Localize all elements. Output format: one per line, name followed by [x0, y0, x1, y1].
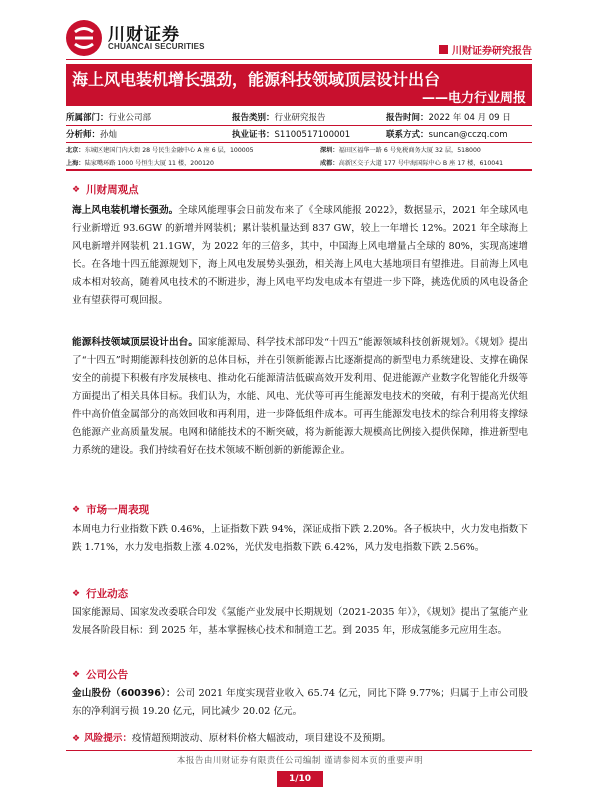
analyst-label: 分析师： — [66, 130, 101, 140]
diamond-bullet-icon: ❖ — [72, 504, 81, 515]
paragraph-offshore-wind: 海上风电装机增长强劲。全球风能理事会日前发布来了《全球风能报 2022》，数据显示，2021 年全球风电行业新增近 93.6GW 的新增并网装机；累计装机量达到 837 GW，较上一年增长 12%。2021 年全球海上风电新增并网装机 21.1GW，为 2022 年的三倍多，其中，中国海上风电增量占全球的 80%，实现高速增长。在各地十四五能源规划下，海上风电发展势头强劲，相关海上风电大基地项目有望推进。目前海上风电成本相对较高，随着风电技术的不断进步，海上风电平均发电成本有望进一步下降，挑选优质的风电设备企业有望获得可观回报。 — [72, 205, 528, 306]
address-shanghai: 上海：陆家嘴环路 1000 号恒生大厦 11 楼，200120 — [66, 160, 214, 167]
paragraph-industry: 国家能源局、国家发改委联合印发《氢能产业发展中长期规划（2021-2035 年）》，《规划》提出了氢能产业发展各阶段目标：到 2025 年，基本掌握核心技术和制造工艺。到 2035 年，形成氢能多元应用生态。 — [72, 607, 528, 636]
footer-disclaimer: 本报告由川财证券有限责任公司编制 谨请参阅本页的重要声明 — [176, 756, 424, 766]
address-beijing: 北京：东城区建国门内大街 28 号民生金融中心 A 座 6 层，100005 — [66, 147, 254, 154]
risk-body: 疫情超预期波动、原材料价格大幅波动，项目建设不及预期。 — [132, 733, 392, 744]
address-chengdu: 成都：高新区交子大道 177 号中海国际中心 B 座 17 楼，610041 — [320, 160, 504, 167]
diamond-bullet-icon: ❖ — [72, 588, 81, 599]
paragraph-lead: 能源科技领域顶层设计出台。 — [72, 337, 199, 348]
report-series-label: 川财证券研究报告 — [452, 46, 532, 57]
section-heading-weekly-view: ❖ 川财周观点 — [72, 184, 139, 196]
meta-row-2 — [66, 128, 532, 142]
page-number: 1/10 — [277, 771, 323, 787]
contact-label: 联系方式： — [386, 130, 429, 140]
report-title: 海上风电装机增长强劲，能源科技领域顶层设计出台 — [72, 70, 441, 89]
cert-value: S1100517100001 — [274, 130, 351, 140]
diamond-bullet-icon: ❖ — [72, 734, 81, 744]
company-name-cn: 川财证券 — [108, 25, 180, 45]
header-divider — [66, 59, 532, 60]
paragraph-company: 金山股份（600396）：公司 2021 年度实现营业收入 65.74 亿元，同比下降 9.77%；归属于上市公司股东的净利润亏损 19.20 亿元，同比减少 20.02 亿元。 — [72, 688, 528, 717]
company-logo-icon — [66, 20, 102, 56]
paragraph-lead: 海上风电装机增长强劲。 — [72, 205, 179, 216]
date-value: 2022 年 04 月 09 日 — [428, 113, 511, 123]
section-heading-market: ❖ 市场一周表现 — [72, 504, 150, 516]
meta-divider-2 — [66, 142, 532, 143]
report-subtitle: ——电力行业周报 — [421, 91, 526, 106]
page-header — [0, 0, 600, 60]
diamond-bullet-icon: ❖ — [72, 669, 81, 680]
dept-label: 所属部门： — [66, 113, 109, 123]
diamond-bullet-icon: ❖ — [72, 184, 81, 195]
report-series — [439, 42, 532, 57]
footer-divider — [66, 750, 532, 751]
risk-warning — [72, 730, 528, 744]
square-icon — [439, 45, 448, 54]
cert-label: 执业证书： — [232, 130, 275, 140]
type-label: 报告类别： — [232, 113, 275, 123]
meta-divider-1 — [66, 125, 532, 126]
address-shenzhen: 深圳：福田区福华一路 6 号免税商务大厦 32 层，518000 — [320, 147, 481, 154]
type-value: 行业研究报告 — [274, 113, 326, 123]
section-heading-industry: ❖ 行业动态 — [72, 588, 129, 600]
dept-value: 行业公司部 — [108, 113, 152, 123]
analyst-value: 孙灿 — [100, 130, 118, 140]
paragraph-lead: 金山股份（600396）： — [72, 688, 176, 699]
date-label: 报告时间： — [386, 113, 429, 123]
meta-row-1 — [66, 111, 532, 125]
contact-value[interactable]: suncan@cczq.com — [428, 130, 508, 140]
address-divider — [66, 169, 532, 171]
risk-label: 风险提示： — [84, 733, 133, 744]
paragraph-market: 本周电力行业指数下跌 0.46%，上证指数下跌 94%，深证成指下跌 2.20%。各子板块中，火力发电指数下跌 1.71%，水力发电指数上涨 4.02%，光伏发电指数下跌 6.42%，风力发电指数下跌 2.56%。 — [72, 524, 528, 553]
paragraph-energy-tech: 能源科技领域顶层设计出台。国家能源局、科学技术部印发“十四五”能源领域科技创新规划》。《规划》提出了“十四五”时期能源科技创新的总体目标，并在引领新能源占比逐渐提高的新型电力系统建设、支撑在确保安全的前提下积极有序发展核电、推动化石能源清洁低碳高效开发利用、促进能源产业数字化智能化升级等方面提出了相关具体目标。我们认为，水能、风电、光伏等可再生能源发电技术的突破，有利于提高光伏组件中高价值金属部分的高效回收和再利用，进一步降低组件成本。可再生能源发电技术的综合利用将支撑绿色能源产业高质量发展。电网和储能技术的不断突破，将为新能源大规模高比例接入提供保障，推进新型电力系统的建设。我们持续看好在技术领域不断创新的新能源企业。 — [72, 337, 528, 456]
title-banner — [66, 64, 532, 106]
company-name-en: CHUANCAI SECURITIES — [108, 42, 205, 51]
section-heading-company: ❖ 公司公告 — [72, 669, 129, 681]
